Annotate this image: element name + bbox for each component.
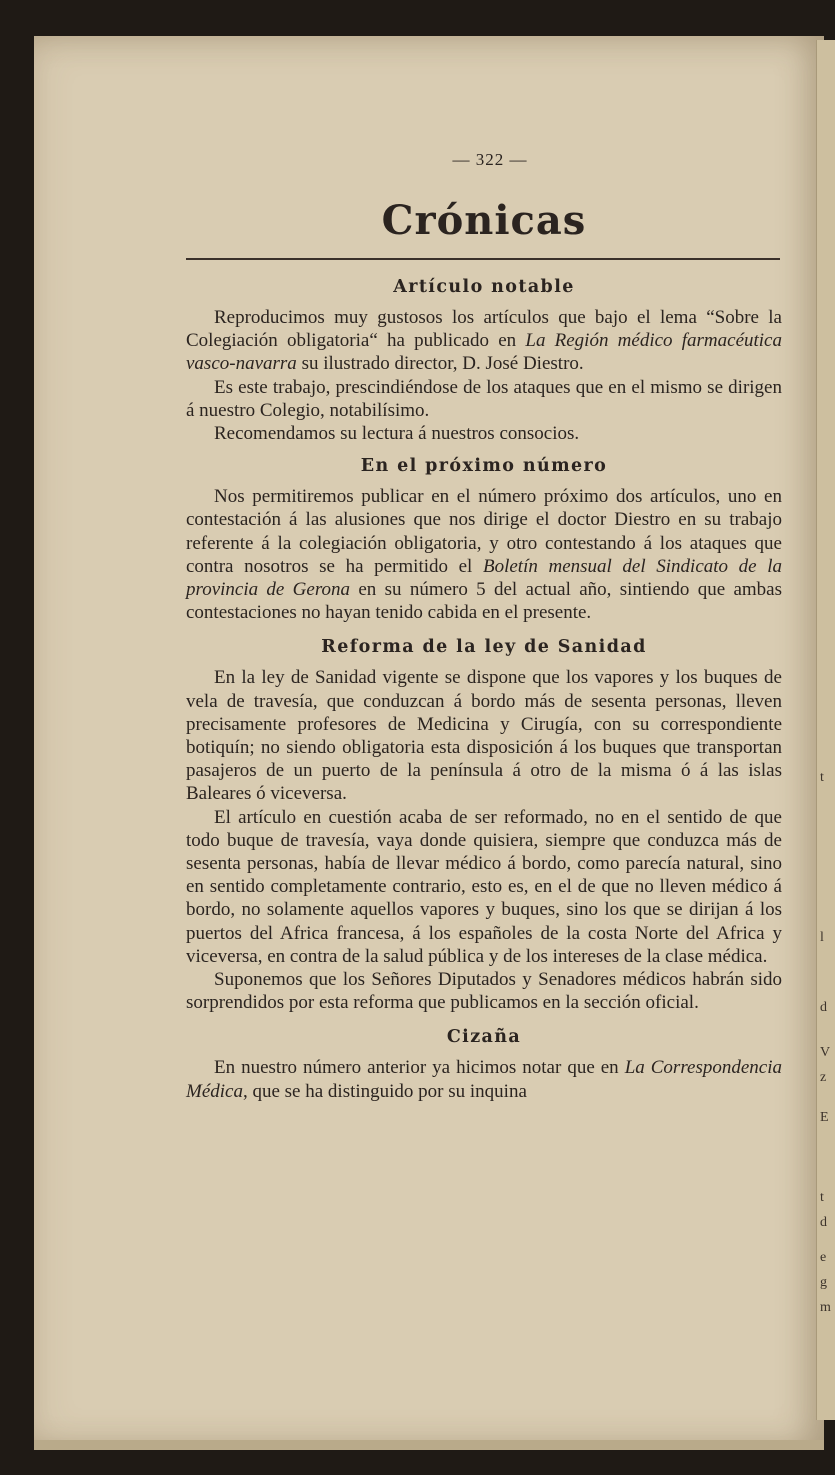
- facing-page-letter: E: [820, 1110, 829, 1125]
- article-heading: Cizaña: [446, 1027, 522, 1048]
- facing-page-letter: z: [820, 1070, 827, 1085]
- facing-page-letter: m: [820, 1300, 831, 1315]
- italic-publication-title: La Región médico farmacéutica vasco-navarra: [186, 330, 782, 375]
- article-heading: En el próximo número: [360, 456, 608, 477]
- article-paragraph: Nos permitiremos publicar en el número próximo dos artículos, uno en contestación á las alusiones que nos dirige el doctor Diestro en su trabajo referente á la colegiación obligatoria, y otro contestando á los ataques que contra nosotros se ha permitido el Boletín mensual del Sindicato de la provincia de Gerona en su número 5 del actual año, sintiendo que ambas contestaciones no hayan tenido cabida en el presente.: [186, 486, 782, 624]
- article-paragraph: Recomendamos su lectura á nuestros consocios.: [214, 423, 580, 445]
- article-paragraph: El artículo en cuestión acaba de ser reformado, no en el sentido de que todo buque de travesía, vaya donde quisiera, siempre que conduzca más de sesenta personas, había de llevar médico á bordo, como parecía natural, sino en sentido completamente contrario, esto es, en el de que no lleven médico á bordo, no solamente aquellos vapores y buques, sino los que se dirijan á los puertos del Africa francesa, á los españoles de la costa Norte del Africa y viceversa, en contra de la salud pública y de los intereses de la clase médica.: [186, 806, 782, 967]
- facing-page-letter: t: [820, 770, 824, 785]
- article-heading: Reforma de la ley de Sanidad: [321, 637, 647, 658]
- articles-container: [186, 272, 782, 1103]
- facing-page-letter: V: [820, 1045, 831, 1060]
- article-paragraph: Reproducimos muy gustosos los artículos que bajo el lema “Sobre la Colegiación obligatoria“ ha publicado en La Región médico farmacéutica vasco-navarra su ilustrado director, D. José Diestro.: [186, 307, 782, 375]
- article-heading: Artículo notable: [393, 277, 575, 297]
- page-content: [186, 150, 782, 1103]
- title-rule: [186, 258, 780, 260]
- facing-page-letter: g: [820, 1275, 827, 1290]
- italic-publication-title: Boletín mensual del Sindicato de la provincia de Gerona: [186, 555, 782, 601]
- page-bottom-edge: [34, 1440, 824, 1450]
- facing-page-letter: l: [820, 930, 824, 945]
- italic-publication-title: La Correspondencia Médica: [186, 1057, 782, 1102]
- facing-page-letter: t: [820, 1190, 824, 1205]
- facing-page-edge: [816, 40, 835, 1420]
- facing-page-letter: d: [820, 1215, 827, 1230]
- facing-page-letter: e: [820, 1250, 827, 1265]
- section-title: Crónicas: [381, 197, 587, 244]
- article-paragraph: En nuestro número anterior ya hicimos notar que en La Correspondencia Médica, que se ha distinguido por su inquina: [186, 1057, 782, 1102]
- facing-page-letter: d: [820, 1000, 827, 1015]
- article-paragraph: Es este trabajo, prescindiéndose de los ataques que en el mismo se dirigen á nuestro Colegio, notabilísimo.: [186, 376, 782, 421]
- article-paragraph: En la ley de Sanidad vigente se dispone que los vapores y los buques de vela de travesía, que conduzcan á bordo más de sesenta personas, lleven precisamente profesores de Medicina y Cirugía, con su correspondiente botiquín; no siendo obligatoria esta disposición á los buques que transportan pasajeros de un puerto de la península á otro de la misma ó á las islas Baleares ó viceversa.: [186, 667, 782, 805]
- article-paragraph: Suponemos que los Señores Diputados y Senadores médicos habrán sido sorprendidos por esta reforma que publicamos en la sección oficial.: [186, 969, 782, 1014]
- page-number: — 322 —: [452, 150, 528, 169]
